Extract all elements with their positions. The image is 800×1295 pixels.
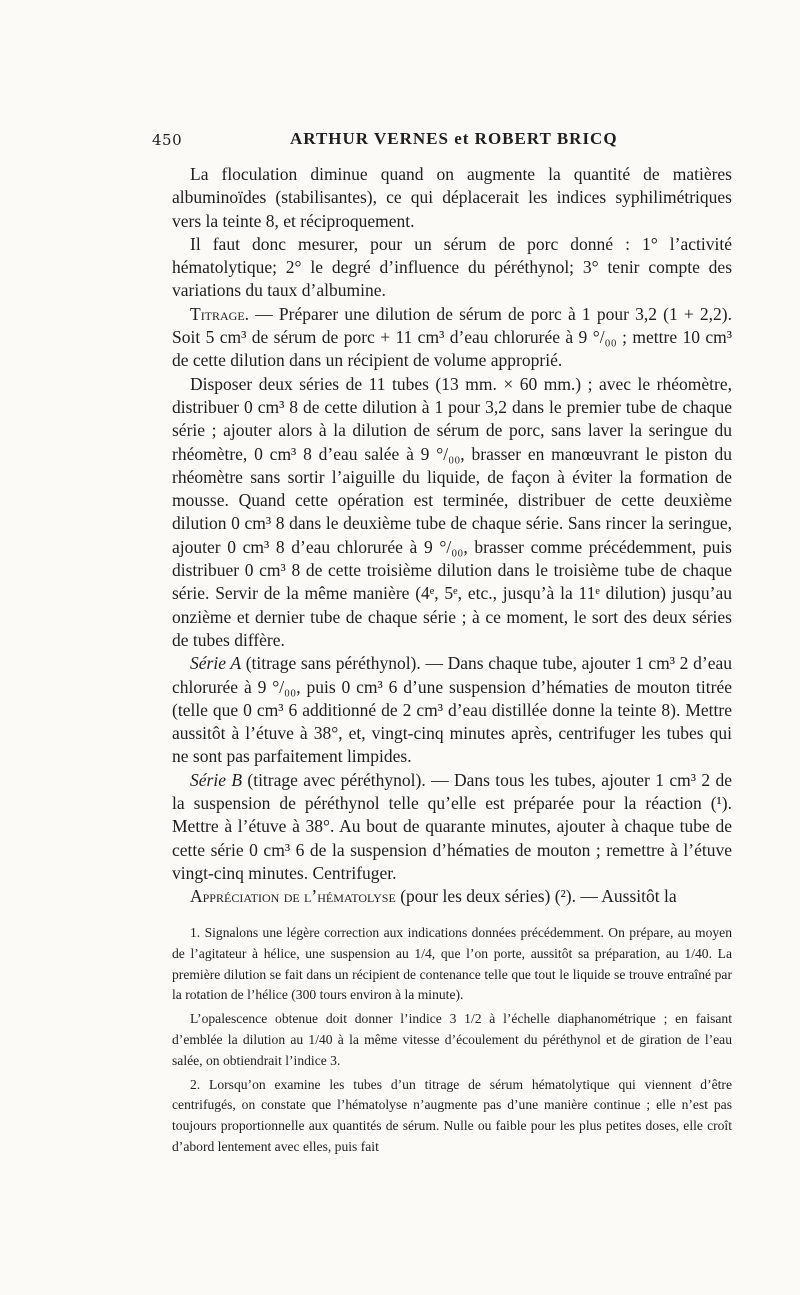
series-heading: Série B — [190, 769, 243, 790]
paragraph — [172, 303, 732, 373]
paragraph-text: — Préparer une dilution de sérum de porc à 1 pour 3,2 (1 + 2,2). Soit 5 cm³ de sérum de porc + 11 cm³ d’eau chlorurée à 9 °/₀₀ ; mettre 10 cm³ de cette dilution dans un récipient de volume approprié. — [172, 303, 732, 371]
paragraph-text: (titrage sans péréthynol). — Dans chaque tube, ajouter 1 cm³ 2 d’eau chlorurée à 9 °/₀₀, puis 0 cm³ 6 d’une suspension d’hématies de mouton titrée (telle que 0 cm³ 6 additionné de 2 cm³ d’eau distillée donne la teinte 8). Mettre aussitôt à l’étuve à 38°, et, vingt-cinq minutes après, centrifuger les tubes qui ne sont pas parfaitement limpides. — [172, 653, 732, 767]
running-head: ARTHUR VERNES et ROBERT BRICQ — [290, 129, 618, 148]
series-heading: Série A — [190, 653, 242, 674]
body-text — [172, 163, 732, 909]
paragraph — [172, 885, 732, 908]
paragraph: Il faut donc mesurer, pour un sérum de porc donné : 1° l’activité hématolytique; 2° le degré d’influence du péréthynol; 3° tenir compte des variations du taux d’albumine. — [172, 233, 732, 301]
paragraph — [172, 652, 732, 768]
paragraph — [172, 769, 732, 885]
section-heading: Titrage. — [190, 303, 250, 324]
section-heading: Appréciation de l’hématolyse — [190, 886, 396, 907]
footnote: 1. Signalons une légère correction aux indications données précédemment. On prépare, au moyen de l’agitateur à hélice, une suspension au 1/4, que l’on porte, aussitôt sa préparation, au 1/40. La première dilution se fait dans un récipient de contenance telle que tout le liquide se trouve entraîné par la rotation de l’hélice (300 tours environ à la minute). — [172, 925, 732, 1003]
page-number: 450 — [152, 131, 183, 149]
footnote: 2. Lorsqu’on examine les tubes d’un titrage de sérum hématolytique qui viennent d’être centrifugés, on constate que l’hématolyse n’augmente pas d’une manière continue ; elle n’est pas toujours proportionnelle aux quantités de sérum. Nulle ou faible pour les plus petites doses, elle croît d’abord lentement avec elles, puis fait — [172, 1076, 732, 1154]
paragraph-text: (titrage avec péréthynol). — Dans tous les tubes, ajouter 1 cm³ 2 de la suspension de péréthynol telle qu’elle est préparée pour la réaction (¹). Mettre à l’étuve à 38°. Au bout de quarante minutes, ajouter à chaque tube de cette série 0 cm³ 6 de la suspension d’hématies de mouton ; remettre à l’étuve vingt-cinq minutes. Centrifuger. — [172, 769, 732, 883]
footnote-continuation: L’opalescence obtenue doit donner l’indice 3 1/2 à l’échelle diaphanométrique ; en faisant d’emblée la dilution au 1/40 à la même vitesse d’écoulement du péréthynol et de giration de l’eau salée, on obtiendrait l’indice 3. — [172, 1011, 732, 1068]
paragraph: La floculation diminue quand on augmente la quantité de matières albuminoïdes (stabilisantes), ce qui déplacerait les indices syphilimétriques vers la teinte 8, et réciproquement. — [172, 164, 732, 231]
paragraph: Disposer deux séries de 11 tubes (13 mm. × 60 mm.) ; avec le rhéomètre, distribuer 0 cm³ 8 de cette dilution à 1 pour 3,2 dans le premier tube de chaque série ; ajouter alors à la dilution de sérum de porc, sans laver la seringue du rhéomètre, 0 cm³ 8 d’eau salée à 9 °/₀₀, brasser en manœuvrant le piston du rhéomètre sans sortir l’aiguille du liquide, de façon à éviter la formation de mousse. Quand cette opération est terminée, distribuer de cette deuxième dilution 0 cm³ 8 dans le deuxième tube de chaque série. Sans rincer la seringue, ajouter 0 cm³ 8 d’eau chlorurée à 9 °/₀₀, brasser comme précédemment, puis distribuer 0 cm³ 8 de cette troisième dilution dans le troisième tube de chaque série. Servir de la même manière (4ᵉ, 5ᵉ, etc., jusqu’à la 11ᵉ dilution) jusqu’au onzième et dernier tube de chaque série ; à ce moment, le sort des deux séries de tubes diffère. — [172, 373, 732, 650]
paragraph-text: (pour les deux séries) (²). — Aussitôt la — [395, 886, 677, 907]
footnotes — [172, 923, 732, 1158]
page-header — [152, 129, 732, 153]
